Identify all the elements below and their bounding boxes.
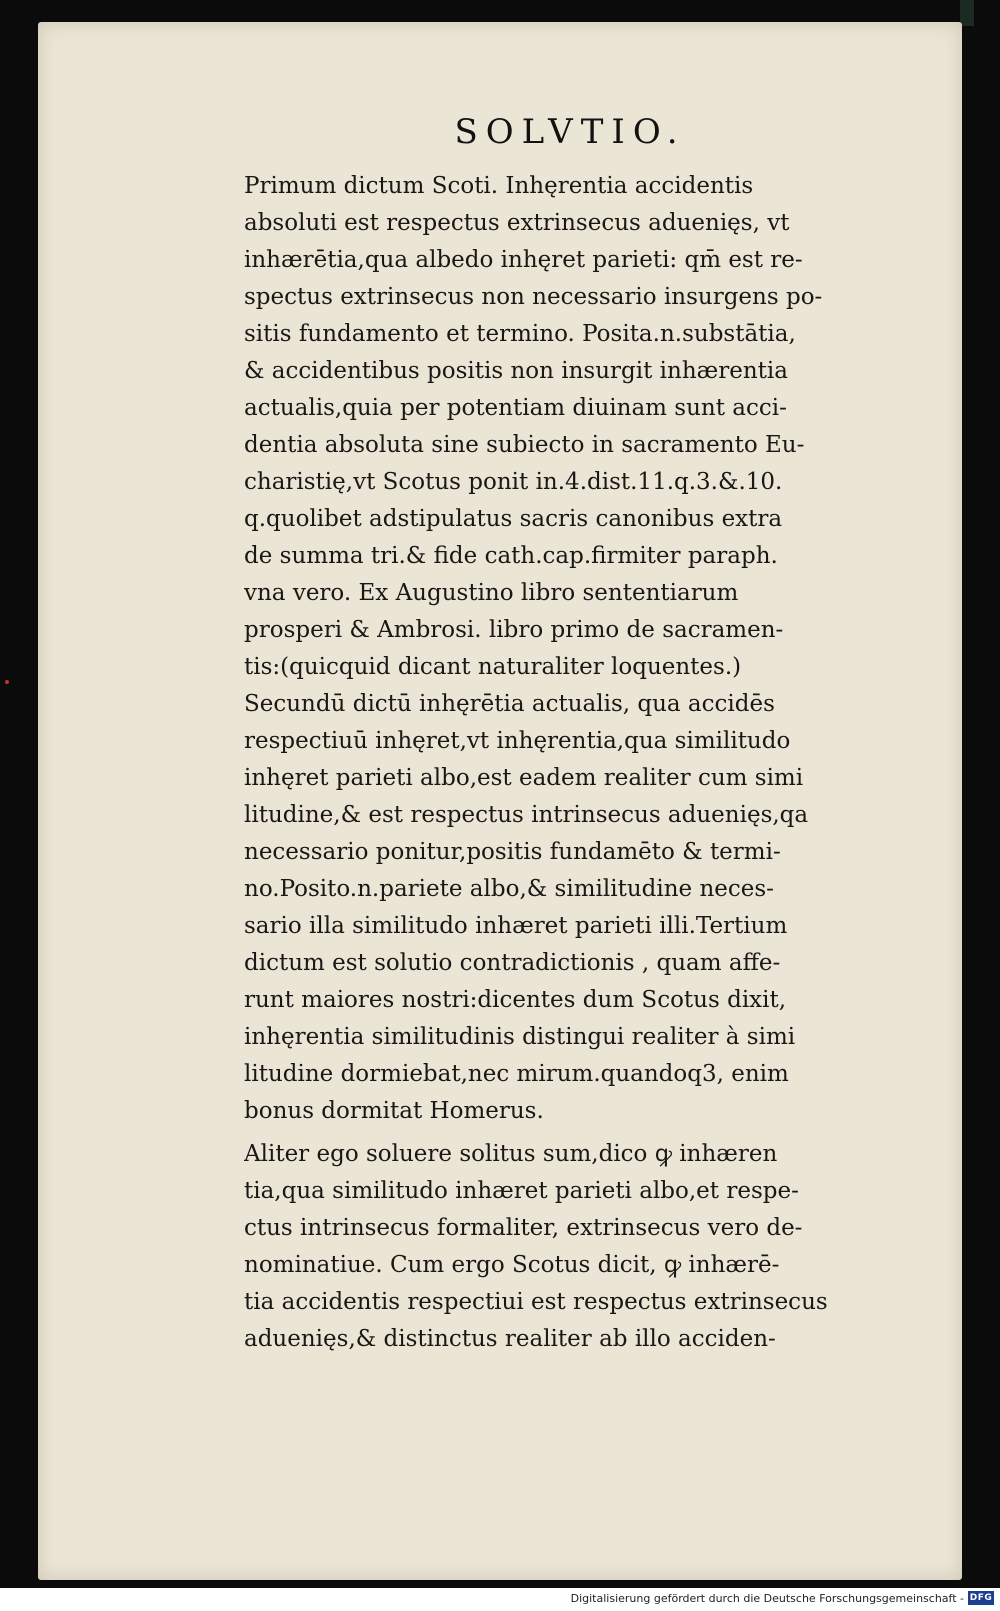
text-line: litudine dormiebat,nec mirum.quandoq3, enim (244, 1061, 789, 1087)
digitization-footer (0, 1588, 1000, 1611)
scan-frame-edge (960, 0, 974, 26)
text-line: vna vero. Ex Augustino libro sententiarum (244, 580, 739, 606)
dfg-logo: DFG (969, 1593, 993, 1603)
text-line: inhęrentia similitudinis distingui realiter à simi (244, 1024, 796, 1050)
text-line: charistię,vt Scotus ponit in.4.dist.11.q.3.&.10. (244, 469, 783, 495)
page-text-block (244, 168, 944, 1358)
text-line: tia,qua similitudo inhæret parieti albo,et respe- (244, 1178, 799, 1204)
book-page (38, 22, 962, 1580)
text-line: dentia absoluta sine subiecto in sacramento Eu- (244, 432, 805, 458)
text-line: q.quolibet adstipulatus sacris canonibus extra (244, 506, 783, 532)
text-line: & accidentibus positis non insurgit inhærentia (244, 358, 788, 384)
page-heading: SOLVTIO. (454, 112, 686, 152)
text-line: nominatiue. Cum ergo Scotus dicit, ꝙ inhærē- (244, 1252, 780, 1278)
text-line: spectus extrinsecus non necessario insurgens po- (244, 284, 823, 310)
text-line: inhęret parieti albo,est eadem realiter cum simi (244, 765, 804, 791)
text-line: necessario ponitur,positis fundamēto & termi- (244, 839, 781, 865)
text-line: tia accidentis respectiui est respectus extrinsecus (244, 1289, 828, 1315)
text-line: absoluti est respectus extrinsecus aduenięs, vt (244, 210, 790, 236)
text-line: aduenięs,& distinctus realiter ab illo acciden- (244, 1326, 776, 1352)
digitization-credit: Digitalisierung gefördert durch die Deutsche Forschungsgemeinschaft - (570, 1592, 964, 1605)
text-line: litudine,& est respectus intrinsecus aduenięs,qa (244, 802, 809, 828)
text-line: tis:(quicquid dicant naturaliter loquentes.) (244, 654, 742, 680)
text-line: no.Posito.n.pariete albo,& similitudine neces- (244, 876, 774, 902)
text-line: sitis fundamento et termino. Posita.n.substātia, (244, 321, 796, 347)
text-line: sario illa similitudo inhæret parieti illi.Tertium (244, 913, 788, 939)
text-line: Primum dictum Scoti. Inhęrentia accidentis (244, 173, 754, 199)
text-line: actualis,quia per potentiam diuinam sunt acci- (244, 395, 787, 421)
text-line: Aliter ego soluere solitus sum,dico ꝙ inhæren (244, 1141, 778, 1167)
text-line: Secundū dictū inhęrētia actualis, qua accidēs (244, 691, 775, 717)
text-line: respectiuū inhęret,vt inhęrentia,qua similitudo (244, 728, 791, 754)
text-line: bonus dormitat Homerus. (244, 1098, 544, 1124)
text-line: prosperi & Ambrosi. libro primo de sacramen- (244, 617, 784, 643)
text-line: dictum est solutio contradictionis , quam affe- (244, 950, 781, 976)
text-line: runt maiores nostri:dicentes dum Scotus dixit, (244, 987, 787, 1013)
scan-speck (5, 680, 9, 684)
text-line: ctus intrinsecus formaliter, extrinsecus vero de- (244, 1215, 803, 1241)
text-line: de summa tri.& fide cath.cap.firmiter paraph. (244, 543, 778, 569)
text-line: inhærētia,qua albedo inhęret parieti: qm̄ est re- (244, 247, 803, 273)
